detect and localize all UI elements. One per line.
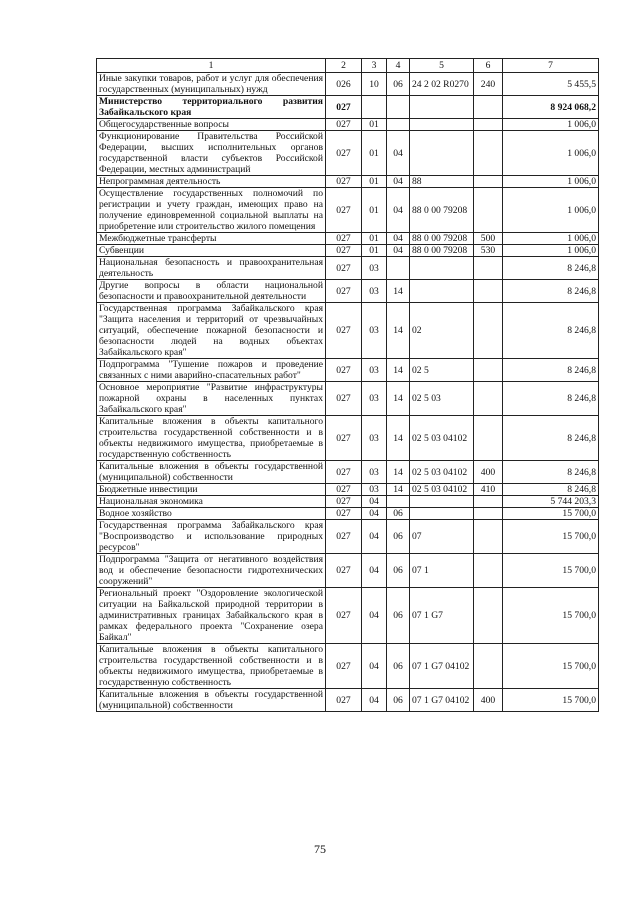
- cell-subsection: 06: [387, 689, 410, 712]
- cell-expense-type: [474, 520, 503, 554]
- cell-name: Капитальные вложения в объекты капитального строительства государственной собственности и в объекты недвижимого имущества, приобретаемые в государственную собственность: [97, 416, 326, 461]
- cell-subsection: [387, 96, 410, 119]
- cell-name: Подпрограмма "Тушение пожаров и проведение связанных с ними аварийно-спасательных работ": [97, 359, 326, 382]
- cell-expense-type: [474, 257, 503, 280]
- cell-target-article: [410, 119, 474, 131]
- cell-expense-type: [474, 280, 503, 303]
- cell-amount: 8 246,8: [503, 461, 599, 484]
- table-row: [97, 416, 599, 461]
- cell-name: Национальная экономика: [97, 496, 326, 508]
- cell-section: 01: [362, 119, 387, 131]
- cell-target-article: [410, 280, 474, 303]
- cell-target-article: 02 5: [410, 359, 474, 382]
- cell-expense-type: [474, 382, 503, 416]
- cell-admin-code: 027: [326, 119, 362, 131]
- budget-table-container: [96, 58, 598, 712]
- cell-name: Капитальные вложения в объекты капитального строительства государственной собственности и в объекты недвижимого имущества, приобретаемые в государственную собственность: [97, 644, 326, 689]
- cell-name: Водное хозяйство: [97, 508, 326, 520]
- cell-subsection: 04: [387, 188, 410, 233]
- cell-section: 03: [362, 359, 387, 382]
- cell-admin-code: 027: [326, 245, 362, 257]
- cell-target-article: 02 5 03: [410, 382, 474, 416]
- cell-subsection: [387, 257, 410, 280]
- cell-admin-code: 027: [326, 508, 362, 520]
- cell-subsection: 04: [387, 131, 410, 176]
- header-cell: 7: [503, 59, 599, 73]
- cell-amount: 15 700,0: [503, 644, 599, 689]
- cell-section: 03: [362, 382, 387, 416]
- cell-admin-code: 027: [326, 644, 362, 689]
- cell-target-article: 02 5 03 04102: [410, 461, 474, 484]
- header-cell: 3: [362, 59, 387, 73]
- cell-name: Бюджетные инвестиции: [97, 484, 326, 496]
- cell-expense-type: [474, 588, 503, 644]
- cell-section: 04: [362, 689, 387, 712]
- cell-target-article: [410, 257, 474, 280]
- budget-table: [96, 58, 599, 712]
- cell-amount: 1 006,0: [503, 245, 599, 257]
- cell-name: Субвенции: [97, 245, 326, 257]
- table-row: [97, 588, 599, 644]
- page-number: 75: [314, 842, 326, 856]
- cell-section: 01: [362, 188, 387, 233]
- table-row: [97, 176, 599, 188]
- cell-expense-type: 240: [474, 73, 503, 96]
- header-cell: 2: [326, 59, 362, 73]
- cell-name: Капитальные вложения в объекты государственной (муниципальной) собственности: [97, 461, 326, 484]
- cell-name: Национальная безопасность и правоохранительная деятельность: [97, 257, 326, 280]
- cell-admin-code: 027: [326, 496, 362, 508]
- table-row: [97, 303, 599, 359]
- cell-admin-code: 027: [326, 520, 362, 554]
- cell-section: 03: [362, 280, 387, 303]
- cell-target-article: [410, 96, 474, 119]
- header-cell: 4: [387, 59, 410, 73]
- cell-subsection: 04: [387, 245, 410, 257]
- cell-name: Государственная программа Забайкальского края "Защита населения и территорий от чрезвычайных ситуаций, обеспечение пожарной безопасности и безопасности людей на водных объектах Забайкальского края": [97, 303, 326, 359]
- cell-subsection: [387, 119, 410, 131]
- cell-name: Межбюджетные трансферты: [97, 233, 326, 245]
- cell-admin-code: 027: [326, 461, 362, 484]
- table-row: [97, 73, 599, 96]
- cell-section: 10: [362, 73, 387, 96]
- cell-subsection: 14: [387, 303, 410, 359]
- cell-amount: 8 246,8: [503, 484, 599, 496]
- cell-amount: 8 246,8: [503, 280, 599, 303]
- cell-target-article: 07 1 G7 04102: [410, 644, 474, 689]
- table-row: [97, 96, 599, 119]
- table-row: [97, 461, 599, 484]
- cell-expense-type: [474, 359, 503, 382]
- cell-amount: 8 246,8: [503, 257, 599, 280]
- cell-section: 03: [362, 484, 387, 496]
- cell-amount: 8 246,8: [503, 382, 599, 416]
- cell-subsection: 06: [387, 554, 410, 588]
- cell-admin-code: 027: [326, 188, 362, 233]
- cell-expense-type: [474, 131, 503, 176]
- cell-name: Иные закупки товаров, работ и услуг для обеспечения государственных (муниципальных) нужд: [97, 73, 326, 96]
- budget-table-body: [97, 59, 599, 712]
- cell-expense-type: 530: [474, 245, 503, 257]
- cell-expense-type: 400: [474, 689, 503, 712]
- cell-amount: 8 246,8: [503, 359, 599, 382]
- cell-admin-code: 027: [326, 554, 362, 588]
- cell-name: Подпрограмма "Защита от негативного воздействия вод и обеспечение безопасности гидротехнических сооружений": [97, 554, 326, 588]
- header-cell: 5: [410, 59, 474, 73]
- table-row: [97, 188, 599, 233]
- cell-section: 01: [362, 245, 387, 257]
- cell-expense-type: [474, 119, 503, 131]
- cell-target-article: 07: [410, 520, 474, 554]
- header-cell: 6: [474, 59, 503, 73]
- cell-amount: 8 246,8: [503, 303, 599, 359]
- cell-admin-code: 027: [326, 484, 362, 496]
- cell-subsection: 06: [387, 588, 410, 644]
- cell-section: [362, 96, 387, 119]
- cell-subsection: 14: [387, 382, 410, 416]
- cell-target-article: [410, 496, 474, 508]
- cell-subsection: 06: [387, 520, 410, 554]
- table-header-row: [97, 59, 599, 73]
- cell-expense-type: [474, 496, 503, 508]
- cell-section: 04: [362, 496, 387, 508]
- cell-name: Министерство территориального развития Забайкальского края: [97, 96, 326, 119]
- cell-section: 01: [362, 233, 387, 245]
- cell-name: Функционирование Правительства Российской Федерации, высших исполнительных органов государственной власти субъектов Российской Федерации, местных администраций: [97, 131, 326, 176]
- table-row: [97, 257, 599, 280]
- cell-target-article: 02 5 03 04102: [410, 484, 474, 496]
- cell-name: Основное мероприятие "Развитие инфраструктуры пожарной охраны в населенных пунктах Забайкальского края": [97, 382, 326, 416]
- cell-subsection: [387, 496, 410, 508]
- cell-target-article: [410, 508, 474, 520]
- cell-admin-code: 026: [326, 73, 362, 96]
- cell-amount: 1 006,0: [503, 233, 599, 245]
- cell-admin-code: 027: [326, 588, 362, 644]
- table-row: [97, 119, 599, 131]
- cell-target-article: 07 1 G7 04102: [410, 689, 474, 712]
- cell-section: 04: [362, 554, 387, 588]
- cell-section: 04: [362, 520, 387, 554]
- table-row: [97, 233, 599, 245]
- table-row: [97, 496, 599, 508]
- table-row: [97, 520, 599, 554]
- cell-amount: 15 700,0: [503, 554, 599, 588]
- cell-admin-code: 027: [326, 233, 362, 245]
- table-row: [97, 131, 599, 176]
- cell-admin-code: 027: [326, 689, 362, 712]
- cell-admin-code: 027: [326, 131, 362, 176]
- cell-subsection: 06: [387, 644, 410, 689]
- cell-subsection: 14: [387, 359, 410, 382]
- cell-section: 04: [362, 588, 387, 644]
- cell-target-article: 02 5 03 04102: [410, 416, 474, 461]
- cell-target-article: 02: [410, 303, 474, 359]
- cell-section: 01: [362, 176, 387, 188]
- cell-expense-type: [474, 176, 503, 188]
- cell-subsection: 04: [387, 176, 410, 188]
- cell-amount: 1 006,0: [503, 131, 599, 176]
- cell-subsection: 14: [387, 280, 410, 303]
- cell-section: 04: [362, 508, 387, 520]
- cell-expense-type: 410: [474, 484, 503, 496]
- cell-target-article: 07 1 G7: [410, 588, 474, 644]
- cell-admin-code: 027: [326, 416, 362, 461]
- cell-subsection: 14: [387, 461, 410, 484]
- table-row: [97, 484, 599, 496]
- cell-target-article: 88 0 00 79208: [410, 233, 474, 245]
- cell-section: 03: [362, 303, 387, 359]
- cell-admin-code: 027: [326, 359, 362, 382]
- cell-expense-type: [474, 96, 503, 119]
- cell-name: Общегосударственные вопросы: [97, 119, 326, 131]
- cell-amount: 1 006,0: [503, 119, 599, 131]
- cell-amount: 5 455,5: [503, 73, 599, 96]
- table-row: [97, 382, 599, 416]
- cell-amount: 15 700,0: [503, 689, 599, 712]
- cell-target-article: [410, 131, 474, 176]
- cell-section: 03: [362, 257, 387, 280]
- cell-name: Другие вопросы в области национальной безопасности и правоохранительной деятельности: [97, 280, 326, 303]
- cell-amount: 8 924 068,2: [503, 96, 599, 119]
- header-cell: 1: [97, 59, 326, 73]
- table-row: [97, 280, 599, 303]
- cell-section: 03: [362, 416, 387, 461]
- cell-name: Региональный проект "Оздоровление экологической ситуации на Байкальской природной территории в административных границах Забайкальского края в рамках федерального проекта "Сохранение озера Байкал": [97, 588, 326, 644]
- cell-amount: 15 700,0: [503, 508, 599, 520]
- cell-subsection: 06: [387, 73, 410, 96]
- cell-expense-type: [474, 188, 503, 233]
- cell-expense-type: [474, 644, 503, 689]
- cell-amount: 1 006,0: [503, 176, 599, 188]
- cell-target-article: 88: [410, 176, 474, 188]
- cell-admin-code: 027: [326, 96, 362, 119]
- cell-expense-type: 400: [474, 461, 503, 484]
- cell-admin-code: 027: [326, 280, 362, 303]
- cell-expense-type: [474, 554, 503, 588]
- cell-target-article: 24 2 02 R0270: [410, 73, 474, 96]
- cell-name: Осуществление государственных полномочий по регистрации и учету граждан, имеющих право на получение единовременной социальной выплаты на приобретение или строительство жилого помещения: [97, 188, 326, 233]
- cell-amount: 15 700,0: [503, 588, 599, 644]
- cell-admin-code: 027: [326, 176, 362, 188]
- cell-name: Государственная программа Забайкальского края "Воспроизводство и использование природных ресурсов": [97, 520, 326, 554]
- table-row: [97, 554, 599, 588]
- cell-expense-type: [474, 416, 503, 461]
- cell-admin-code: 027: [326, 382, 362, 416]
- cell-section: 01: [362, 131, 387, 176]
- cell-admin-code: 027: [326, 303, 362, 359]
- cell-expense-type: 500: [474, 233, 503, 245]
- table-row: [97, 644, 599, 689]
- table-row: [97, 508, 599, 520]
- cell-amount: 5 744 203,3: [503, 496, 599, 508]
- cell-name: Непрограммная деятельность: [97, 176, 326, 188]
- table-row: [97, 359, 599, 382]
- cell-target-article: 07 1: [410, 554, 474, 588]
- cell-name: Капитальные вложения в объекты государственной (муниципальной) собственности: [97, 689, 326, 712]
- cell-section: 04: [362, 644, 387, 689]
- table-row: [97, 245, 599, 257]
- cell-target-article: 88 0 00 79208: [410, 188, 474, 233]
- cell-subsection: 04: [387, 233, 410, 245]
- cell-subsection: 14: [387, 416, 410, 461]
- cell-amount: 15 700,0: [503, 520, 599, 554]
- cell-subsection: 06: [387, 508, 410, 520]
- cell-expense-type: [474, 303, 503, 359]
- cell-amount: 8 246,8: [503, 416, 599, 461]
- cell-subsection: 14: [387, 484, 410, 496]
- cell-section: 03: [362, 461, 387, 484]
- cell-expense-type: [474, 508, 503, 520]
- cell-admin-code: 027: [326, 257, 362, 280]
- table-row: [97, 689, 599, 712]
- cell-amount: 1 006,0: [503, 188, 599, 233]
- cell-target-article: 88 0 00 79208: [410, 245, 474, 257]
